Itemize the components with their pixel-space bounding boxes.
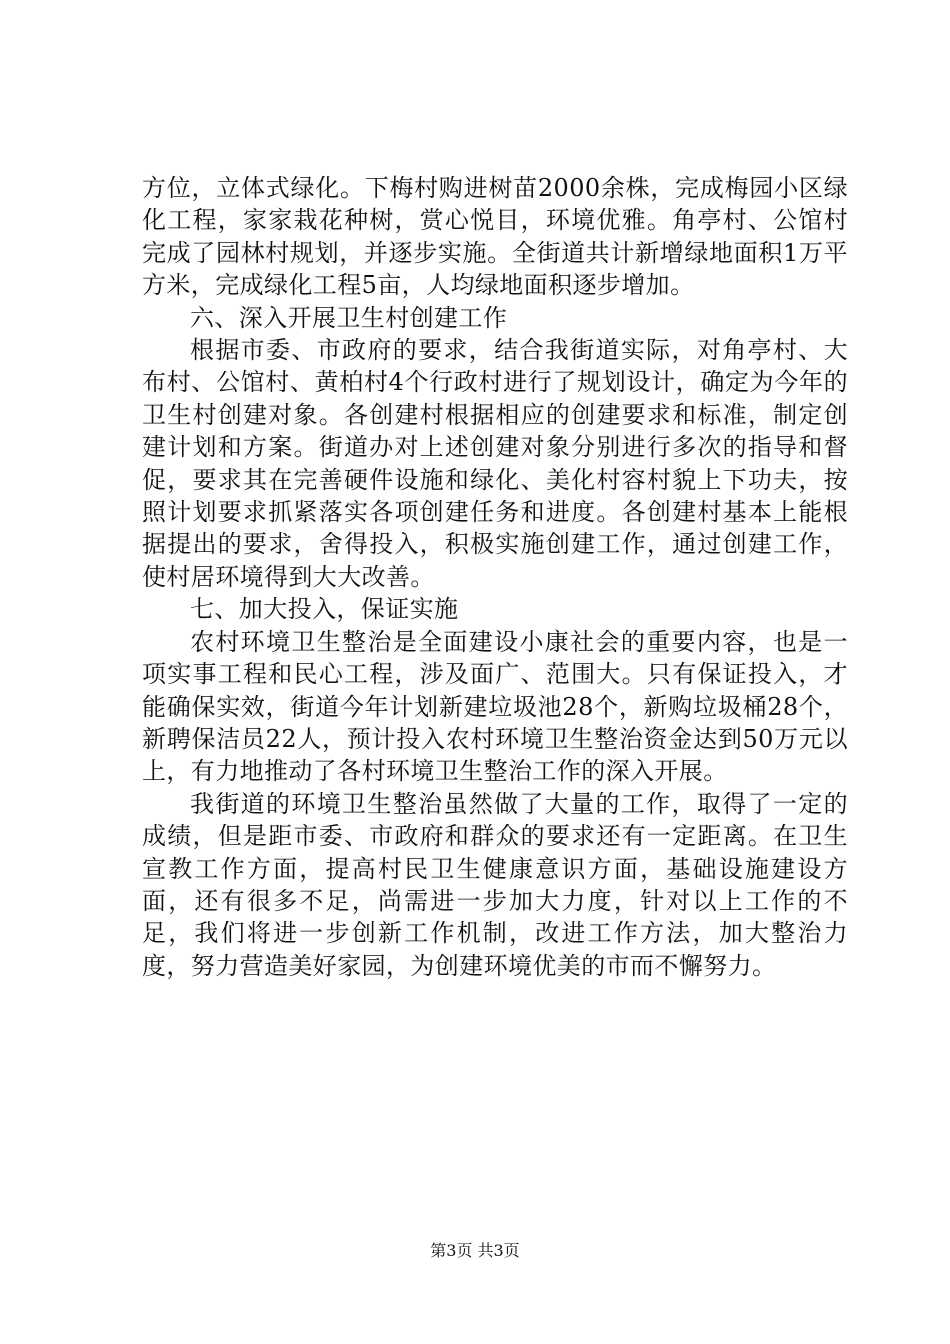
paragraph-sanitation-village: 根据市委、市政府的要求，结合我街道实际，对角亭村、大布村、公馆村、黄柏村4个行政村进行了规划设计，确定为今年的卫生村创建对象。各创建村根据相应的创建要求和标准，制定创建计划和方案。街道办对上述创建对象分别进行多次的指导和督促，要求其在完善硬件设施和绿化、美化村容村貌上下功夫，按照计划要求抓紧落实各项创建任务和进度。各创建村基本上能根据提出的要求，舍得投入，积极实施创建工作，通过创建工作，使村居环境得到大大改善。 bbox=[142, 336, 848, 591]
page-footer: 第3页 共3页 bbox=[430, 1241, 520, 1260]
section-heading-6: 六、深入开展卫生村创建工作 bbox=[190, 303, 508, 332]
section-heading-7: 七、加大投入，保证实施 bbox=[190, 595, 459, 624]
paragraph-investment: 农村环境卫生整治是全面建设小康社会的重要内容，也是一项实事工程和民心工程，涉及面广、范围大。只有保证投入，才能确保实效，街道今年计划新建垃圾池28个，新购垃圾桶28个，新聘保洁员22人，预计投入农村环境卫生整治资金达到50万元以上，有力地推动了各村环境卫生整治工作的深入开展。 bbox=[142, 627, 848, 786]
document-body bbox=[142, 172, 848, 982]
paragraph-conclusion: 我街道的环境卫生整治虽然做了大量的工作，取得了一定的成绩，但是距市委、市政府和群众的要求还有一定距离。在卫生宣教工作方面，提高村民卫生健康意识方面，基础设施建设方面，还有很多不足，尚需进一步加大力度，针对以上工作的不足，我们将进一步创新工作机制，改进工作方法，加大整治力度，努力营造美好家园，为创建环境优美的市而不懈努力。 bbox=[142, 789, 848, 980]
paragraph-greening-continued: 方位，立体式绿化。下梅村购进树苗2000余株，完成梅园小区绿化工程，家家栽花种树，赏心悦目，环境优雅。角亭村、公馆村完成了园林村规划，并逐步实施。全街道共计新增绿地面积1万平方米，完成绿化工程5亩，人均绿地面积逐步增加。 bbox=[142, 174, 848, 300]
